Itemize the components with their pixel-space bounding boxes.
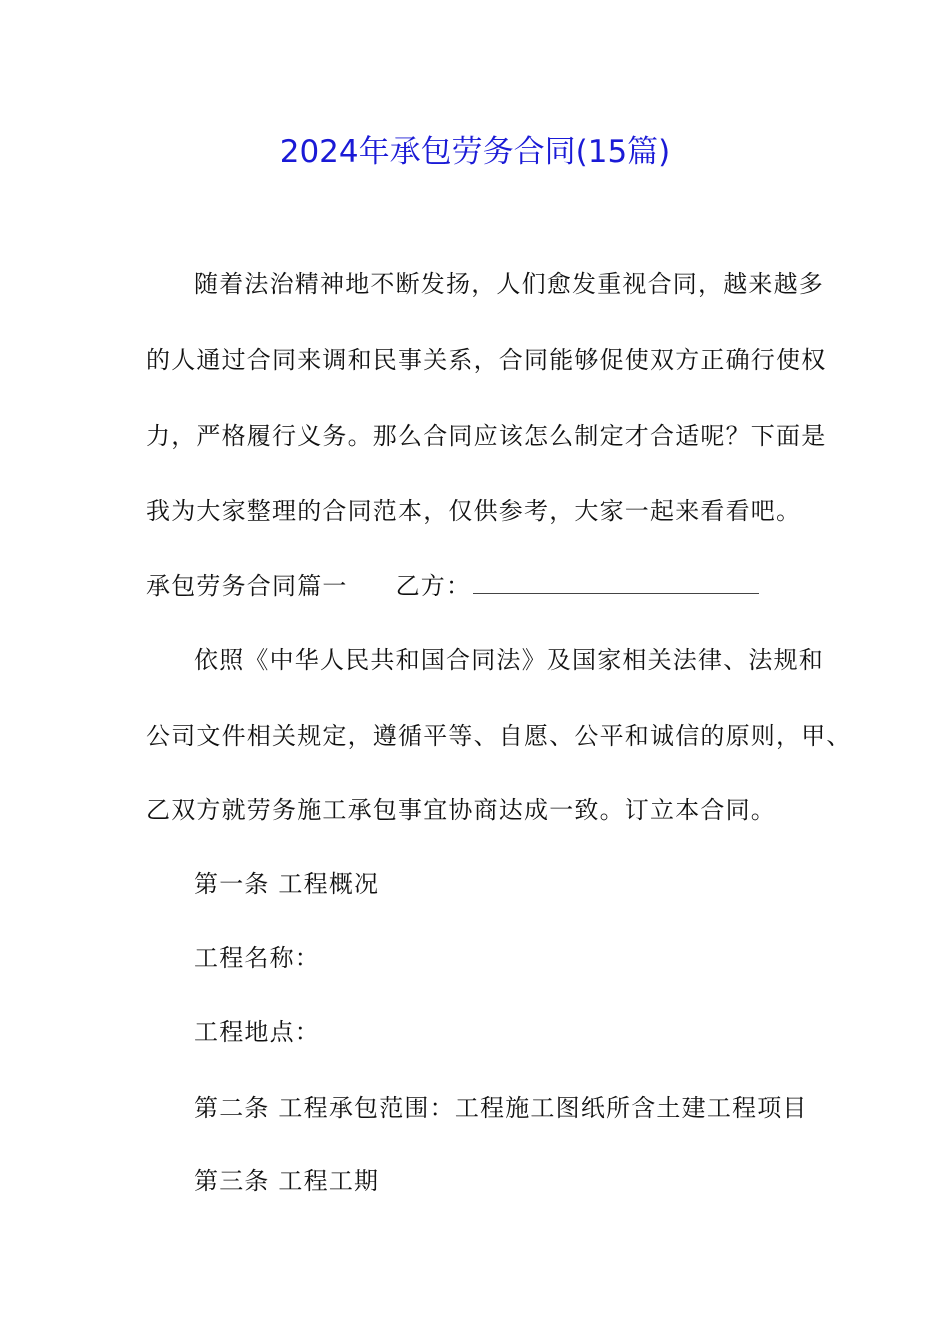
clause-2: 第二条 工程承包范围：工程施工图纸所含土建工程项目	[194, 1094, 808, 1122]
section-heading-row	[146, 568, 826, 604]
basis-line-1: 依照《中华人民共和国合同法》及国家相关法律、法规和	[194, 646, 824, 674]
basis-line-2: 公司文件相关规定，遵循平等、自愿、公平和诚信的原则，甲、	[146, 722, 852, 750]
project-location: 工程地点：	[194, 1018, 320, 1046]
project-name: 工程名称：	[194, 944, 320, 972]
section-heading: 承包劳务合同篇一	[146, 572, 348, 600]
intro-line-2: 的人通过合同来调和民事关系，合同能够促使双方正确行使权	[146, 346, 827, 374]
clause-3: 第三条 工程工期	[194, 1167, 380, 1195]
basis-line-3: 乙双方就劳务施工承包事宜协商达成一致。订立本合同。	[146, 796, 776, 824]
party-b-blank	[473, 571, 759, 594]
intro-line-3: 力，严格履行义务。那么合同应该怎么制定才合适呢？下面是	[146, 422, 827, 450]
intro-line-1: 随着法治精神地不断发扬，人们愈发重视合同，越来越多	[194, 270, 824, 298]
intro-line-4: 我为大家整理的合同范本，仅供参考，大家一起来看看吧。	[146, 497, 802, 525]
party-b-label: 乙方：	[395, 572, 472, 600]
clause-1: 第一条 工程概况	[194, 870, 380, 898]
document-title: 2024年承包劳务合同(15篇)	[279, 134, 671, 170]
